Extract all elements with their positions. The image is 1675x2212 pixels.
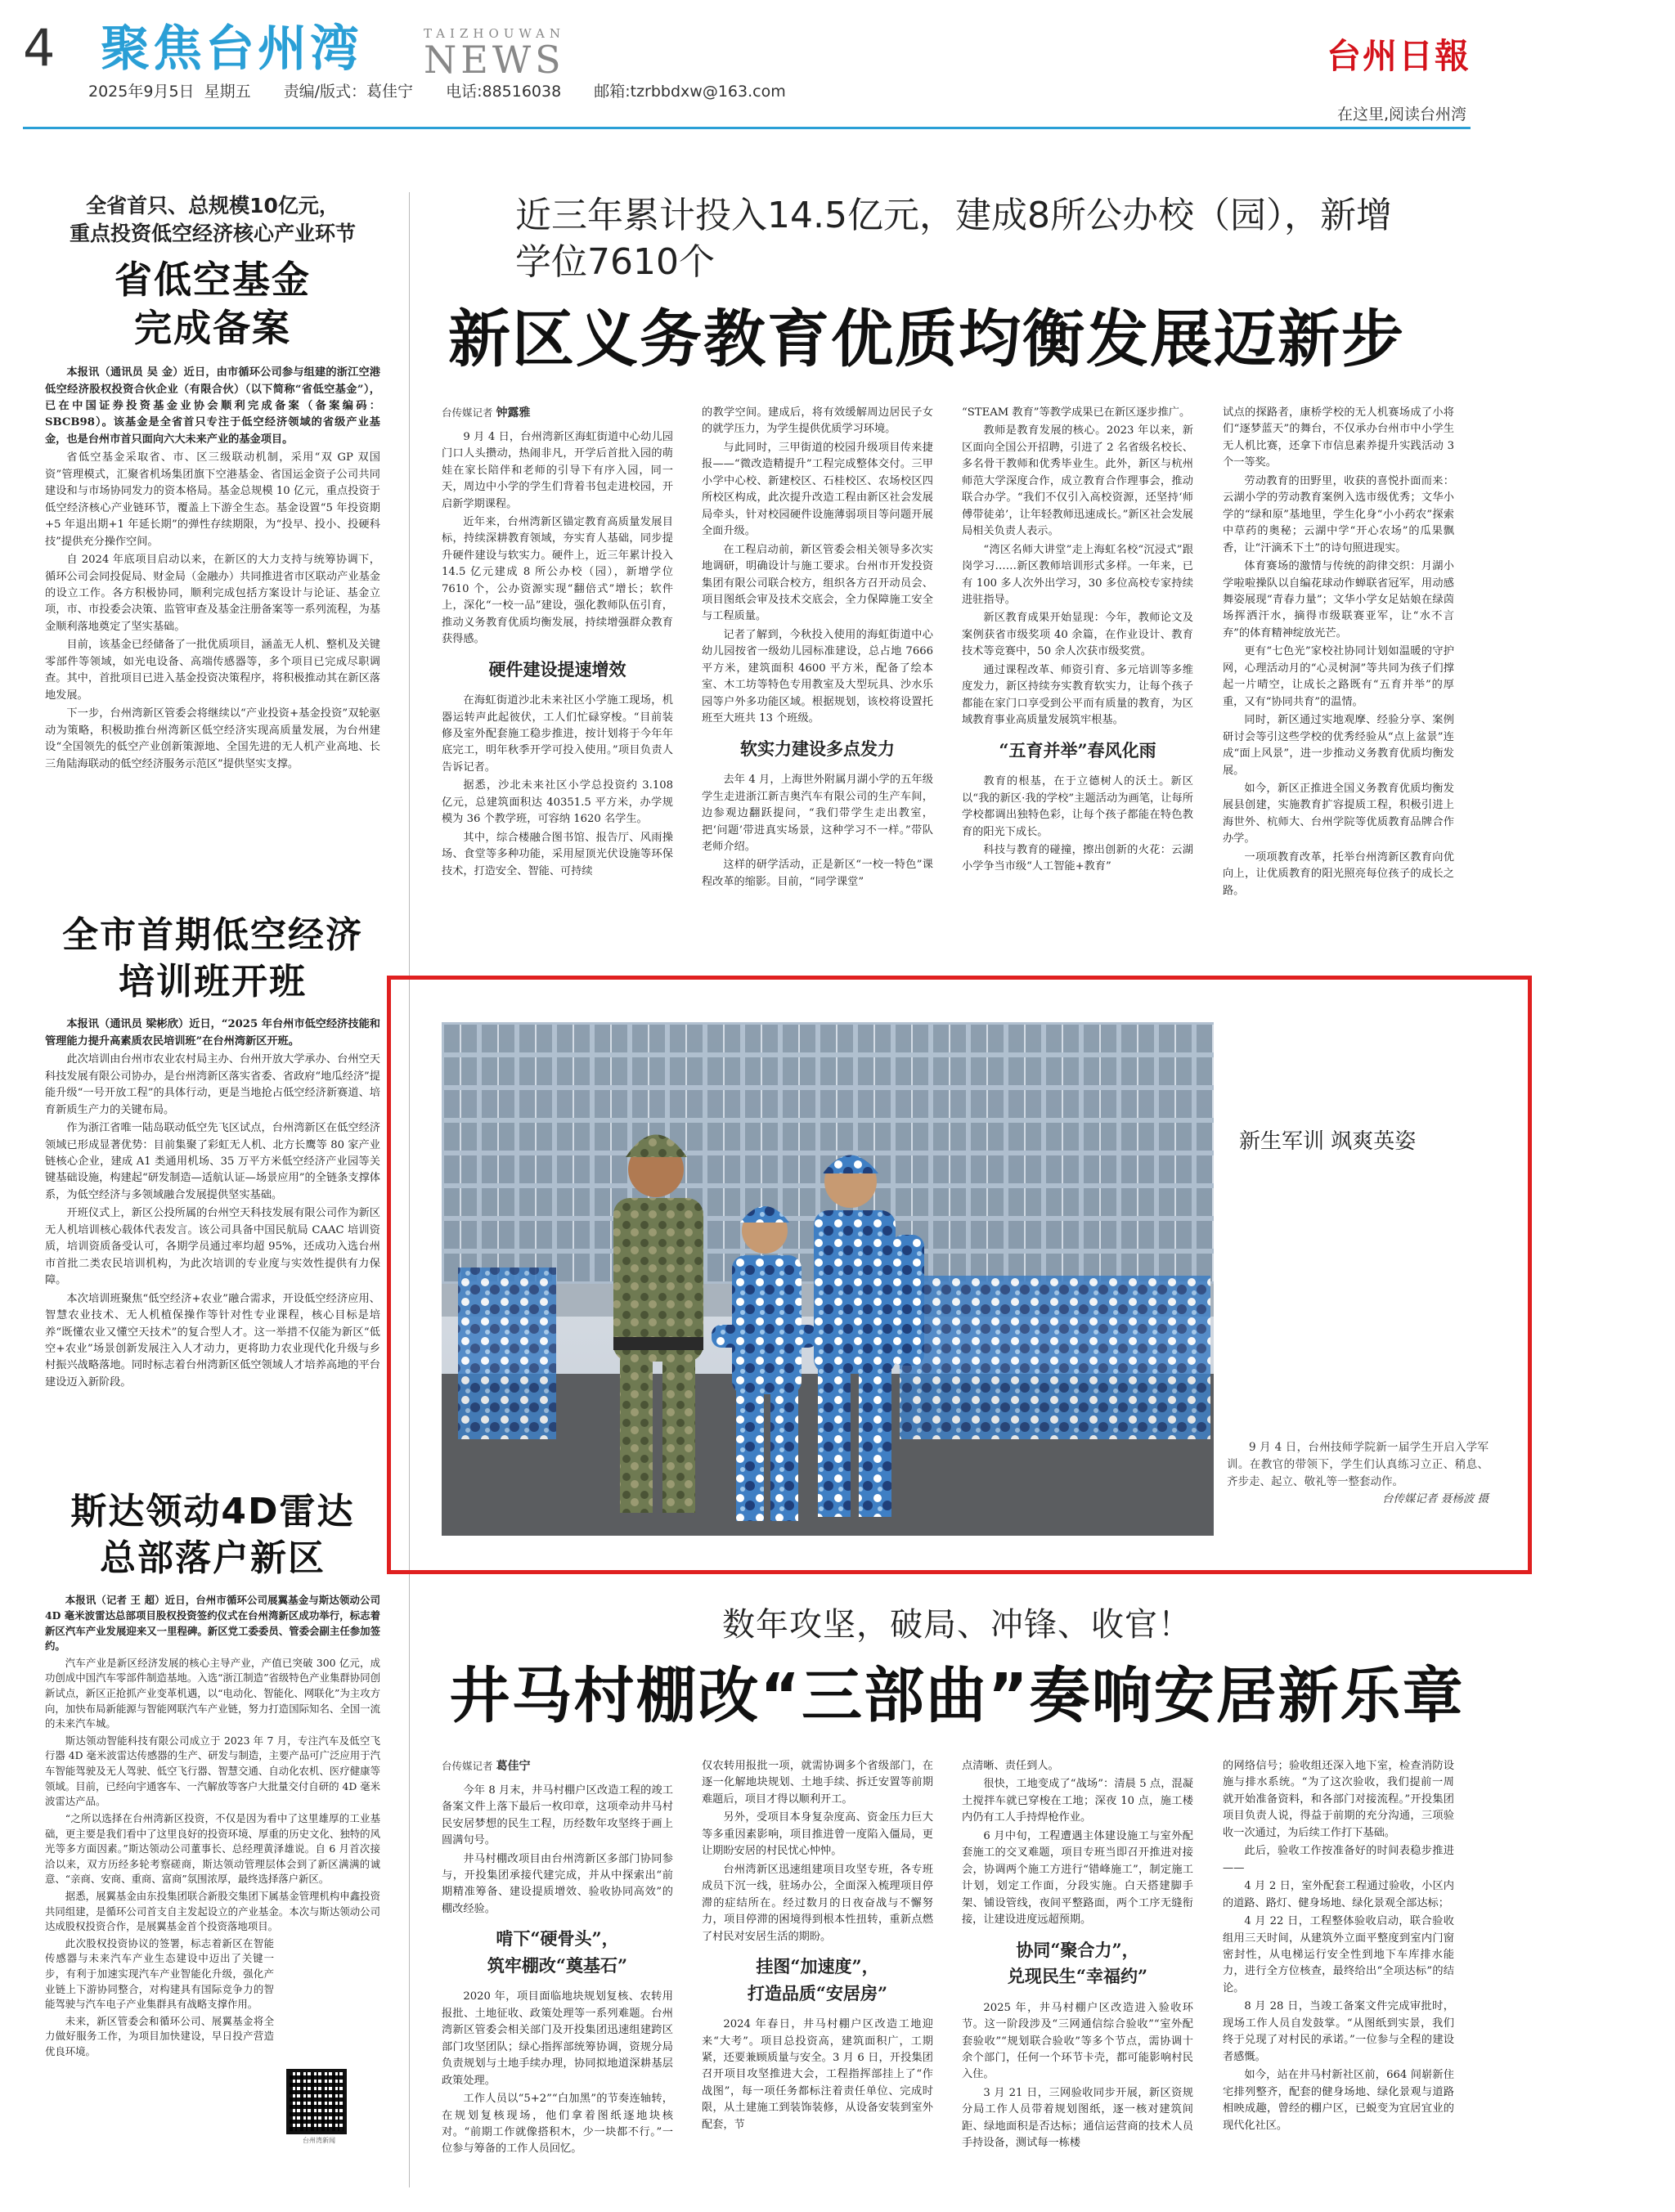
article-headline	[45, 912, 380, 1005]
photo-illustration	[442, 1022, 1214, 1536]
paragraph: 很快，工地变成了“战场”：清晨 5 点，混凝土搅拌车就已穿梭在工地；深夜 10 点，施工楼内仍有工人手持焊枪作业。	[962, 1778, 1193, 1824]
paragraph: 开班仪式上，新区公投所属的台州空天科技发展有限公司作为新区无人机培训核心载体代表发言。该公司具备中国民航局 CAAC 培训资质，培训资质备受认可，各期学员通过率均超 95%，还成功入选台州市首批二类农民培训机构，为此次培训的专业度与实效性提供有力保障。	[45, 1207, 380, 1287]
paragraph: 2020 年，项目面临地块规划复核、农转用报批、土地征收、政策处理等一系列难题。台州湾新区管委会相关部门及开投集团迅速组建跨区部门攻坚团队；绿心指挥部统筹协调，资规分局负责规划与土地手续办理，协同拟地道深耕基层政策处理。	[442, 1990, 673, 2087]
headline-line: 总部落户新区	[100, 1537, 326, 1580]
paragraph: 2025 年，井马村棚户区改造进入验收环节。这一阶段涉及“三网通信综合验收”“室外配套验收”“规划联合验收”等多个节点，需协调十余个部门，任何一个环节卡壳，都可能影响村民入住。	[962, 2001, 1193, 2081]
subhead-line: 打造品质“安居房”	[747, 1982, 888, 2003]
section-subhead: 硬件建设提速增效	[488, 658, 626, 680]
military-training-photo	[442, 1022, 1214, 1536]
paragraph: 的教学空间。建成后，将有效缓解周边居民子女的就学压力，为学生提供优质学习环境。	[702, 406, 933, 436]
headline-line: 培训班开班	[119, 961, 307, 1003]
byline	[442, 405, 673, 423]
article-body	[45, 1593, 380, 2059]
headline-line: 全市首期低空经济	[62, 914, 363, 956]
text-column	[1223, 405, 1454, 901]
text-column	[962, 1758, 1193, 2154]
section-title: 聚焦台州湾	[101, 20, 362, 78]
paragraph: 4 月 2 日，室外配套工程通过验收，小区内的道路、路灯、健身场地、绿化景观全部达标；	[1223, 1880, 1454, 1909]
section-english-small: TAIZHOUWAN	[424, 26, 566, 41]
paragraph: 劳动教育的田野里，收获的喜悦扑面而来：云湖小学的劳动教育案例入选市级优秀；文华小学的“绿和原”基地里，学生化身“小小药农”探索中草药的奥秘；云湖中学“开心农场”的瓜果飘香，让“汗滴禾下土”的诗句照进现实。	[1223, 474, 1454, 554]
article-body	[45, 1016, 380, 1391]
paragraph: 据悉，沙北未来社区小学总投资约 3.108 亿元，总建筑面积达 40351.5 平方米，办学规模为 36 个教学班，可容纳 1620 名学生。	[442, 779, 673, 826]
page-number: 4	[23, 18, 56, 78]
education-article-body	[442, 405, 1472, 969]
section-subhead	[442, 1926, 673, 1979]
paragraph: 作为浙江省唯一陆岛联动低空先飞区试点，台州湾新区在低空经济领域已形成显著优势：目前集聚了彩虹无人机、北方长鹰等 80 家产业链核心企业，建成 A1 类通用机场、35 万平方米低空经济产业园等关键基础设施，构建起“研发制造—适航认证—场景应用”的全链条支撑体系，为低空经济与多领域融合发展提供坚实基础。	[45, 1122, 380, 1201]
paragraph: 2024 年春日，井马村棚户区改造工地迎来“大考”。项目总投资高，建筑面积广，工期紧，还要兼顾质量与安全。3 月 6 日，开投集团召开项目攻坚推进大会，工程指挥部挂上了“作战图”，每一项任务都标注着责任单位、完成时限，从土建施工到装饰装修，从设备安装到室外配套，节	[702, 2018, 933, 2131]
article-headline: 井马村棚改“三部曲”奏响安居新乐章	[449, 1661, 1465, 1731]
paragraph: “湾区名师大讲堂”走上海虹名校“沉浸式”跟岗学习……新区教师培训形式多样。一年来，已有 100 多人次外出学习，30 多位高校专家持续进驻指导。	[962, 543, 1193, 606]
text-column	[1223, 1758, 1454, 2136]
subhead-line: 筑牢棚改“奠基石”	[487, 1954, 628, 1976]
paragraph: 新区教育成果开始显现：今年，教师论文及案例获省市级奖项 40 余篇，在作业设计、教育技术等竞赛中，50 余人次获市级奖赏。	[962, 612, 1193, 658]
caption-text: 9 月 4 日，台州技师学院新一届学生开启入学军训。在教官的带领下，学生们认真练习立正、稍息、齐步走、起立、敬礼等一整套动作。	[1227, 1441, 1489, 1488]
article-headline	[45, 256, 380, 354]
paragraph: 记者了解到，今秋投入使用的海虹街道中心幼儿园按省一级幼儿园标准建设，总占地 7666 平方米，建筑面积 4600 平方米，配备了绘本室、木工坊等特色专用教室及大型玩具、沙水乐园等户外多功能区域。根据规划，该校将设置托班至大班共 13 个班级。	[702, 628, 933, 725]
paragraph: 本报讯（记者 王 超）近日，台州市循环公司展翼基金与斯达领动公司 4D 毫米波雷达总部项目股权投资签约仪式在台州湾新区成功举行，标志着新区汽车产业发展迎来又一里程碑。新区党工委委员、管委会副主任参加签约。	[45, 1594, 380, 1653]
paragraph: 据悉，展翼基金由东投集团联合新股交集团下属基金管理机构申鑫投资共同组建，是循环公司首支自主发起设立的产业基金。本次与斯达领动公司达成股权投资合作，是展翼基金首个投资落地项目。	[45, 1889, 380, 1933]
paragraph: 汽车产业是新区经济发展的核心主导产业，产值已突破 300 亿元，成功创成中国汽车零部件制造基地。入选“浙江制造”省级特色产业集群协同创新试点，新区正抢抓产业变革机遇，以“电动化、智能化、网联化”为主攻方向，加快布局新能源与智能网联汽车产业链，努力打造国际知名、全国一流的未来汽车城。	[45, 1656, 380, 1730]
byline-name: 钟露雅	[496, 406, 531, 420]
article-subtitle: 数年攻坚，破局、冲锋、收官！	[722, 1606, 1192, 1644]
paragraph: 这样的研学活动，正是新区“一校一特色”课程改革的缩影。目前，“同学课堂”	[702, 859, 933, 888]
kicker-line: 全省首只、总规模10亿元，	[86, 194, 339, 218]
subhead-line: 兑现民生“幸福约”	[1007, 1966, 1148, 1987]
paragraph: 6 月中旬，工程遭遇主体建设施工与室外配套施工的交叉难题，项目专班当即召开推进对接会，协调两个施工方进行“错峰施工”，制定施工计划，划定工作面，分段实施。白天搭建脚手架、铺设管线，夜间平整路面，两个工序无缝衔接，让建设进度远超预期。	[962, 1829, 1193, 1927]
paragraph: 一项项教育改革，托举台州湾新区教育向优向上，让优质教育的阳光照亮每位孩子的成长之路。	[1223, 850, 1454, 897]
section-english	[424, 26, 636, 82]
paragraph: “之所以选择在台州湾新区投资，不仅是因为看中了这里雄厚的工业基础，更主要是我们看中了这里良好的投资环境、厚重的历史文化、独特的风光等多方面因素。”斯达领动公司董事长、总经理黄泽雄说。自 6 月首次接洽以来，双方历经多轮考察磋商，斯达领动管理层体会到了新区满满的诚意、“亲商、安商、重商、富商”氛围浓厚，最终选择落户新区。	[45, 1811, 380, 1886]
photo-title: 新生军训 飒爽英姿	[1239, 1129, 1417, 1154]
header-divider	[23, 127, 1471, 129]
subhead-line: 啃下“硬骨头”，	[496, 1928, 619, 1950]
paragraph: 9 月 4 日，台州湾新区海虹街道中心幼儿园门口人头攒动，热闹非凡，开学后首批入园的萌娃在家长陪伴和老师的引导下有序入园，同一天，周边中小学的学生们背着书包走进校园，开启新学期课程。	[442, 430, 673, 510]
section-subhead	[962, 1937, 1193, 1990]
paragraph: 体育赛场的激情与传统的韵律交织：月湖小学啦啦操队以自编花球动作蝉联省冠军，用动感舞姿展现“青春力量”；文华小学女足姑娘在绿茵场挥洒汗水，摘得市级联赛亚军，让“水不言弃”的体育精神绽放光芒。	[1223, 560, 1454, 639]
subhead-line: 协同“聚合力”，	[1016, 1939, 1139, 1960]
left-article-fund	[45, 192, 380, 774]
education-article-header	[442, 192, 1472, 377]
paragraph: 如今，站在井马村新社区前，664 间崭新住宅排列整齐，配套的健身场地、绿化景观与道路相映成趣，曾经的棚户区，已蜕变为宜居宜业的现代化社区。	[1223, 2069, 1454, 2132]
paragraph: 通过课程改革、师资引育、多元培训等多维度发力，新区持续夯实教育软实力，让每个孩子都能在家门口享受到公平而有质量的教育，为区域教育事业高质量发展筑牢根基。	[962, 663, 1193, 727]
photo-credit: 台传媒记者 聂杨波 摄	[1381, 1492, 1489, 1505]
paragraph: 省低空基金采取省、市、区三级联动机制，采用“双 GP 双国资”管理模式，汇聚省机场集团旗下空港基金、省国运金资子公司共同建设和与市场协同发力的资本格局。基金总规模 10 亿元，重点投资于低空经济核心产业链环节，覆盖上下游全生态。基金设置“5 年投资期+5 年退出期+1 年延长期”的弹性存续期限，为“投早、投小、投硬科技”提供充分操作空间。	[45, 451, 380, 548]
paragraph: 教育的根基，在于立德树人的沃土。新区以“我的新区·我的学校”主题活动为画笔，让每所学校都调出独特色彩，让每个孩子都能在特色教育的阳光下成长。	[962, 775, 1193, 838]
paragraph: 科技与教育的碰撞，擦出创新的火花：云湖小学争当市级“人工智能+教育”	[962, 843, 1193, 873]
paragraph: 教师是教育发展的核心。2023 年以来，新区面向全国公开招聘，引进了 2 名省级名校长、多名骨干教师和优秀毕业生。此外，新区与杭州师范大学深度合作，成立教育合作理事会，推动联合办学。“我们不仅引入高校资源，还坚持‘师傅带徒弟’，让年轻教师迅速成长。”新区社会发展局相关负责人表示。	[962, 424, 1193, 538]
paragraph: 其中，综合楼融合图书馆、报告厅、风雨操场、食堂等多种功能，采用屋顶光伏设施等环保技术，打造安全、智能、可持续	[442, 831, 673, 877]
paragraph: 另外，受项目本身复杂度高、资金压力巨大等多重因素影响，项目推进曾一度陷入僵局，更让期盼安居的村民忧心忡忡。	[702, 1811, 933, 1858]
paragraph: 井马村棚改项目由台州湾新区多部门协同参与，开投集团承接代建完成，并从中探索出“前期精准筹备、建设提质增效、验收协同高效”的棚改经验。	[442, 1852, 673, 1915]
text-column	[962, 405, 1193, 877]
issue-info	[88, 79, 809, 101]
paragraph: 近年来，台州湾新区锚定教育高质量发展目标，持续深耕教育领域，夯实育人基础，同步提升硬件建设与软实力。硬件上，近三年累计投入 14.5 亿元建成 8 所公办校（园），新增学位 7610 个，公办资源实现“翻倍式”增长；软件上，深化“一校一品”建设，强化教师队伍引育，推动义务教育优质均衡发展，持续增强群众教育获得感。	[442, 515, 673, 646]
paragraph: 今年 8 月末，井马村棚户区改造工程的竣工备案文件上落下最后一枚印章，这项牵动井马村民安居梦想的民生工程，历经数年攻坚终于画上圆满句号。	[442, 1784, 673, 1847]
paragraph: 8 月 28 日，当竣工备案文件完成审批时，现场工作人员自发鼓掌。“从图纸到实景，我们终于兑现了对村民的承诺。”一位参与全程的建设者感慨。	[1223, 2000, 1454, 2063]
paragraph: 下一步，台州湾新区管委会将继续以“产业投资+基金投资”双轮驱动为策略，积极助推台州湾新区低空经济实现高质量发展，为台州建设“全国领先的低空产业创新策源地、全国先进的无人机产业高地、长三角陆海联动的低空经济服务示范区”提供坚实支撑。	[45, 707, 380, 770]
paragraph: 台州湾新区迅速组建项目攻坚专班，各专班成员下沉一线，驻场办公，全面深入梳理项目停滞的症结所在。经过数月的日夜奋战与不懈努力，项目停滞的困境得到根本性扭转，重新点燃了村民对安居生活的期盼。	[702, 1863, 933, 1943]
section-subhead: “五育并举”春风化雨	[999, 739, 1156, 761]
paragraph: 在海虹街道沙北未来社区小学施工现场，机器运转声此起彼伏，工人们忙碌穿梭。“目前装修及室外配套施工稳步推进，按计划将于今年年底完工，明年秋季开学可投入使用。”项目负责人告诉记者。	[442, 694, 673, 774]
renovation-article-body	[442, 1758, 1472, 2183]
contact-phone: 电话:88516038	[446, 83, 562, 101]
text-column	[442, 405, 673, 882]
byline-prefix: 台传媒记者	[442, 406, 493, 419]
subtitle-line: 近三年累计投入14.5亿元，建成8所公办校（园），新增	[515, 195, 1392, 236]
paragraph: 目前，该基金已经储备了一批优质项目，涵盖无人机、整机及关键零部件等领域，如光电设备、高端传感器等，多个项目已完成尽职调查。其中，首批项目已进入基金投资决策程序，将积极推动其在新区落地发展。	[45, 639, 380, 702]
paragraph: 3 月 21 日，三网验收同步开展，新区资规分局工作人员带着规划图纸，逐一核对建筑间距、绿地面积是否达标；通信运营商的技术人员手持设备，测试每一栋楼	[962, 2086, 1193, 2150]
contact-email: 邮箱:tzrbbdxw@163.com	[594, 83, 786, 101]
article-kicker	[45, 192, 380, 248]
paragraph: 工作人员以“5+2”“白加黑”的节奏连轴转，在规划复核现场，他们拿着图纸逐地块核对。“前期工作就像搭积木，少一块都不行。”一位参与筹备的工作人员回忆。	[442, 2093, 673, 2156]
byline	[442, 1758, 673, 1776]
paragraph: 此次股权投资协议的签署，标志着新区在智能传感器与未来汽车产业生态建设中迈出了关键一步，有利于加速实现汽车产业智能化升级，强化产业链上下游协同整合，对构建具有国际竞争力的智能驾驶与汽车电子产业集群具有战略支撑作用。	[45, 1936, 274, 2011]
renovation-article-header	[442, 1599, 1472, 1733]
byline-name: 葛佳宁	[496, 1760, 531, 1773]
paragraph: 未来，新区管委会和循环公司、展翼基金将全力做好服务工作，为项目加快建设，早日投产营造优良环境。	[45, 2014, 274, 2058]
left-article-radar	[45, 1488, 380, 2062]
slogan: 在这里,阅读台州湾	[1336, 105, 1466, 123]
text-column	[702, 405, 933, 892]
section-subhead	[702, 1954, 933, 2007]
paragraph: “STEAM 教育”等教学成果已在新区逐步推广。	[962, 406, 1191, 419]
left-article-training	[45, 912, 380, 1393]
paragraph: 斯达领动智能科技有限公司成立于 2023 年 7 月，专注汽车及低空飞行器 4D 毫米波雷达传感器的生产、研发与制造，主要产品可广泛应用于汽车智能驾驶及无人驾驶、低空飞行器、智慧交通、自动化农机、医疗健康等领域。目前，已经向宇通客车、一汽解放等客户大批量交付自研的 4D 毫米波雷达产品。	[45, 1734, 380, 1808]
paragraph: 试点的探路者，康桥学校的无人机赛场成了小将们“逐梦蓝天”的舞台，不仅承办台州市中小学生无人机比赛，还拿下市信息素养提升实践活动 3 个一等奖。	[1223, 406, 1454, 469]
text-column	[702, 1758, 933, 2135]
text-column	[442, 1758, 673, 2160]
paragraph: 去年 4 月，上海世外附属月湖小学的五年级学生走进浙江新吉奥汽车有限公司的生产车间，边参观边翻跃提问，“我们带学生走出教室，把‘问题’带进真实场景，这种学习不一样。”带队老师介绍。	[702, 774, 933, 853]
headline-line: 完成备案	[134, 306, 291, 351]
paragraph: 如今，新区正推进全国义务教育优质均衡发展县创建，实施教育扩容提质工程，积极引进上海世外、杭师大、台州学院等优质教育品牌合作办学。	[1223, 782, 1454, 846]
paragraph: 与此同时，三甲街道的校园升级项目传来捷报——“微改造精提升”工程完成整体交付。三甲小学中心校、新建校区、石桂校区、农场校区四所校区构成，此次提升改造工程由新区社会发展局牵头，针对校园硬件设施薄弱项目等问题开展全面升级。	[702, 441, 933, 538]
paragraph: 的网络信号；验收组还深入地下室，检查消防设施与排水系统。“为了这次验收，我们提前一周就开始准备资料，和各部门对接流程。”开投集团项目负责人说，得益于前期的充分沟通，三项验收一次通过，为后续工作打下基础。	[1223, 1760, 1454, 1839]
paragraph: 仅农转用报批一项，就需协调多个省级部门，在逐一化解地块规划、土地手续、拆迁安置等前期难题后，项目才得以顺利开工。	[702, 1760, 933, 1806]
paragraph: 4 月 22 日，工程整体验收启动，联合验收组用三天时间，从建筑外立面平整度到室内门窗密封性，从电梯运行安全性到地下车库排水能力，进行全方位核查，最终给出“全项达标”的结论。	[1223, 1915, 1454, 1994]
headline-line: 省低空基金	[115, 257, 311, 302]
paragraph: 在工程启动前，新区管委会相关领导多次实地调研，明确设计与施工要求。台州市开发投资集团有限公司联合校方，组织各方召开动员会、项目图纸会审及技术交底会，全力保障施工安全与工程质量。	[702, 543, 933, 623]
headline-line: 斯达领动4D雷达	[70, 1491, 355, 1532]
photo-caption	[1227, 1439, 1489, 1508]
article-headline: 新区义务教育优质均衡发展迈新步	[448, 303, 1405, 376]
paragraph: 点清晰、责任到人。	[962, 1760, 1059, 1772]
paragraph: 本次培训班聚焦“低空经济+农业”融合需求，开设低空经济应用、智慧农业技术、无人机植保操作等针对性专业课程，核心目标是培养“既懂农业又懂空天技术”的复合型人才。这一举措不仅能为新区“低空+农业”场景创新发展注入人才动力，更将助力农业现代化升级与乡村振兴战略落地。同时标志着台州湾新区低空领域人才培养高地的平台建设迈入新阶段。	[45, 1292, 380, 1389]
byline-prefix: 台传媒记者	[442, 1760, 493, 1772]
paragraph: 同时，新区通过实地观摩、经验分享、案例研讨会等引这些学校的优秀经验从“点上盆景”连成“面上风景”，进一步推动义务教育优质均衡发展。	[1223, 714, 1454, 777]
editor-credit: 责编/版式：葛佳宁	[283, 83, 414, 101]
section-subhead: 软实力建设多点发力	[740, 738, 895, 759]
kicker-line: 重点投资低空经济核心产业环节	[69, 221, 356, 245]
qr-caption: 台州湾新闻	[303, 2137, 335, 2144]
section-english-big: NEWS	[424, 38, 565, 82]
paragraph: 此后，验收工作按准备好的时间表稳步推进——	[1223, 1845, 1454, 1874]
article-subtitle	[442, 192, 1472, 285]
issue-date: 2025年9月5日 星期五	[88, 83, 251, 101]
subhead-line: 挂图“加速度”，	[756, 1955, 879, 1976]
article-headline	[45, 1488, 380, 1582]
article-body	[45, 365, 380, 773]
paragraph: 本报讯（通讯员 梁彬欣）近日，“2025 年台州市低空经济技能和管理能力提升高素质农民培训班”在台州湾新区开班。	[45, 1018, 380, 1048]
paragraph: 此次培训由台州市农业农村局主办、台州开放大学承办、台州空天科技发展有限公司协办，是台州湾新区落实省委、省政府“地瓜经济”提能升级“一号开放工程”的具体行动，更是当地抢占低空经济新赛道、培育新质生产力的关键布局。	[45, 1053, 380, 1116]
paragraph: 本报讯（通讯员 吴 金）近日，由市循环公司参与组建的浙江空港低空经济股权投资合伙企业（有限合伙）（以下简称“省低空基金”），已在中国证券投资基金业协会顺利完成备案（备案编码：SBCB98）。该基金是全省首只专注于低空经济领域的省级产业基金，也是台州市首只面向六大未来产业的基金项目。	[45, 366, 380, 446]
paragraph: 自 2024 年底项目启动以来，在新区的大力支持与统筹协调下，循环公司会同投促局、财金局（金融办）共同推进省市区联动产业基金的设立工作。各方积极协同，顺利完成包括方案设计与论证、基金立项，市、市投委会决策、监管审查及基金注册备案等一系列流程，为基金顺利落地奠定了坚实基础。	[45, 554, 380, 633]
subtitle-line: 学位7610个	[515, 241, 715, 284]
qr-code[interactable]	[286, 2069, 347, 2134]
newspaper-logo: 台州日報	[1326, 36, 1471, 76]
paragraph: 更有“七色光”家校社协同计划如温暖的守护网，心理活动月的“心灵树洞”等共同为孩子们撑起一片晴空，让成长之路既有“五育并举”的厚重，又有“协同共育”的温情。	[1223, 645, 1454, 708]
